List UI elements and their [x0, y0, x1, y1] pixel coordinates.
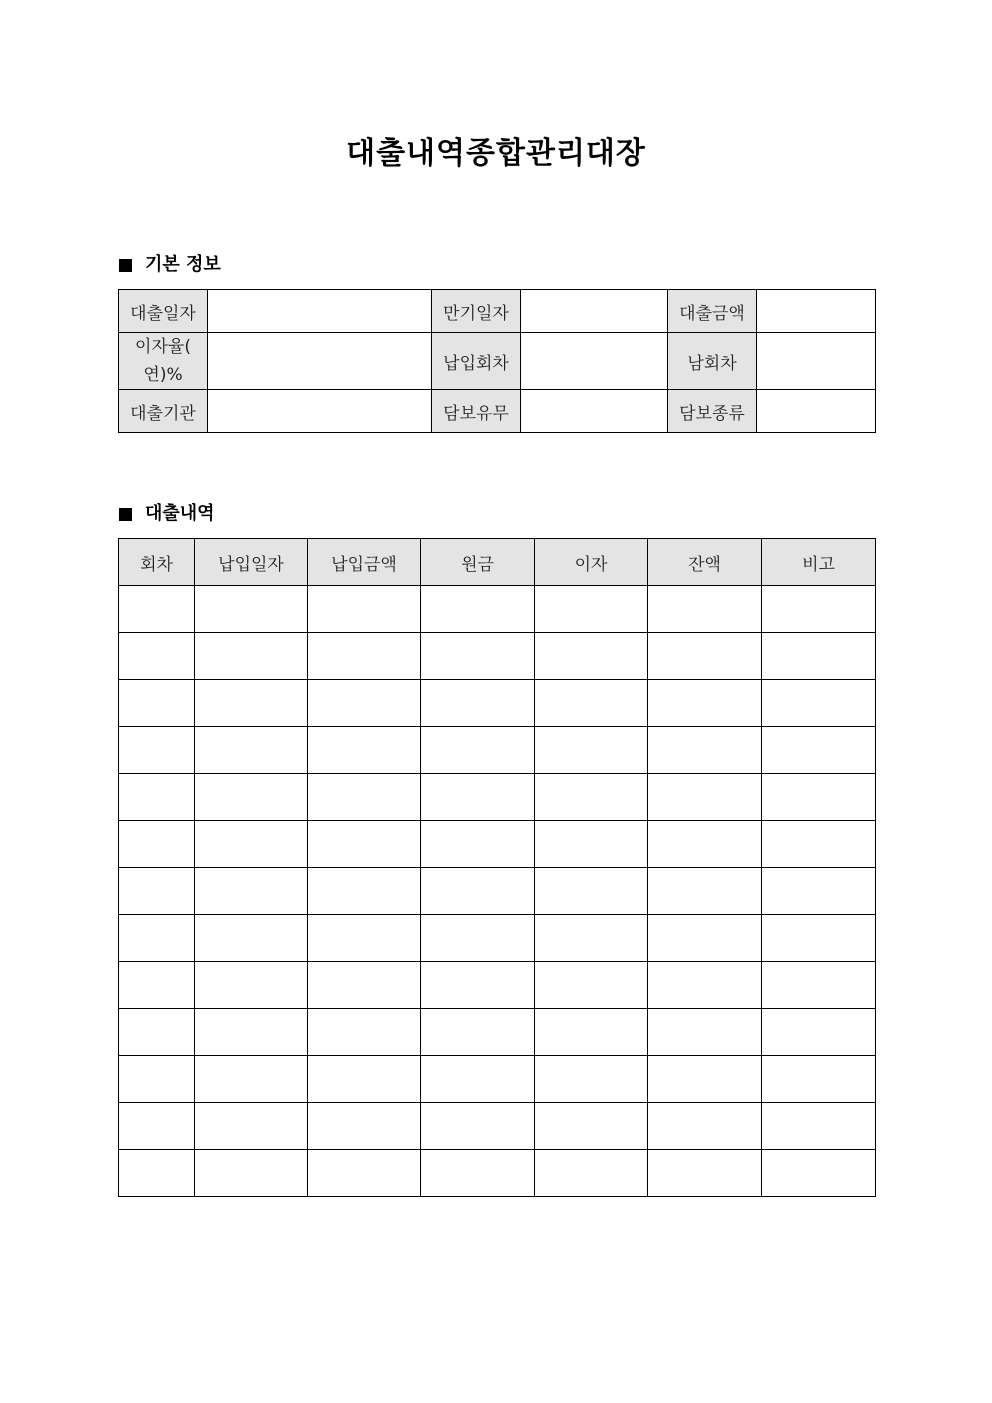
table-row	[119, 962, 876, 1009]
section-heading-loan-history	[119, 502, 215, 526]
cell-installment[interactable]	[119, 915, 195, 962]
cell-balance[interactable]	[648, 868, 762, 915]
table-row	[119, 1103, 876, 1150]
cell-interest[interactable]	[535, 1056, 648, 1103]
cell-payment-date[interactable]	[195, 1103, 308, 1150]
cell-principal[interactable]	[421, 868, 535, 915]
table-header-row	[119, 539, 876, 586]
cell-remarks[interactable]	[762, 1150, 876, 1197]
cell-remarks[interactable]	[762, 868, 876, 915]
column-header-balance: 잔액	[648, 539, 762, 586]
cell-installment[interactable]	[119, 633, 195, 680]
cell-payment-amount[interactable]	[308, 1009, 421, 1056]
column-header-payment-date: 납입일자	[195, 539, 308, 586]
cell-payment-date[interactable]	[195, 1009, 308, 1056]
cell-principal[interactable]	[421, 586, 535, 633]
square-bullet-icon	[119, 259, 132, 272]
cell-interest[interactable]	[535, 1103, 648, 1150]
cell-payment-amount[interactable]	[308, 962, 421, 1009]
table-row	[119, 1056, 876, 1103]
collateral-type-field[interactable]	[757, 390, 876, 433]
cell-remarks[interactable]	[762, 727, 876, 774]
table-row	[119, 586, 876, 633]
cell-payment-amount[interactable]	[308, 1103, 421, 1150]
cell-principal[interactable]	[421, 915, 535, 962]
cell-payment-date[interactable]	[195, 680, 308, 727]
cell-principal[interactable]	[421, 680, 535, 727]
cell-balance[interactable]	[648, 1150, 762, 1197]
cell-remarks[interactable]	[762, 774, 876, 821]
column-header-payment-amount: 납입금액	[308, 539, 421, 586]
cell-principal[interactable]	[421, 727, 535, 774]
loan-amount-field[interactable]	[757, 290, 876, 333]
collateral-status-label: 담보유무	[432, 390, 521, 433]
cell-installment[interactable]	[119, 962, 195, 1009]
basic-info-row	[119, 290, 876, 333]
cell-principal[interactable]	[421, 774, 535, 821]
cell-payment-amount[interactable]	[308, 1056, 421, 1103]
table-row	[119, 915, 876, 962]
section-heading-label: 대출내역	[145, 503, 215, 524]
cell-installment[interactable]	[119, 1009, 195, 1056]
loan-amount-label: 대출금액	[668, 290, 757, 333]
cell-payment-date[interactable]	[195, 586, 308, 633]
loan-date-field[interactable]	[208, 290, 432, 333]
remaining-installments-label: 남회차	[668, 333, 757, 390]
cell-interest[interactable]	[535, 727, 648, 774]
square-bullet-icon	[119, 508, 132, 521]
cell-payment-amount[interactable]	[308, 586, 421, 633]
cell-balance[interactable]	[648, 633, 762, 680]
table-row	[119, 868, 876, 915]
cell-balance[interactable]	[648, 1103, 762, 1150]
cell-payment-date[interactable]	[195, 727, 308, 774]
cell-balance[interactable]	[648, 915, 762, 962]
section-heading-label: 기본 정보	[145, 254, 221, 275]
interest-rate-field[interactable]	[208, 333, 432, 390]
table-row	[119, 727, 876, 774]
cell-principal[interactable]	[421, 821, 535, 868]
cell-interest[interactable]	[535, 915, 648, 962]
cell-installment[interactable]	[119, 868, 195, 915]
cell-remarks[interactable]	[762, 680, 876, 727]
cell-installment[interactable]	[119, 774, 195, 821]
loan-date-label: 대출일자	[119, 290, 208, 333]
cell-interest[interactable]	[535, 633, 648, 680]
cell-principal[interactable]	[421, 1150, 535, 1197]
column-header-interest: 이자	[535, 539, 648, 586]
section-heading-basic-info	[119, 253, 221, 277]
interest-rate-label	[119, 333, 208, 390]
cell-remarks[interactable]	[762, 1056, 876, 1103]
column-header-principal: 원금	[421, 539, 535, 586]
cell-balance[interactable]	[648, 1056, 762, 1103]
cell-remarks[interactable]	[762, 915, 876, 962]
cell-remarks[interactable]	[762, 1009, 876, 1056]
cell-payment-amount[interactable]	[308, 821, 421, 868]
cell-installment[interactable]	[119, 727, 195, 774]
cell-payment-amount[interactable]	[308, 633, 421, 680]
cell-principal[interactable]	[421, 633, 535, 680]
table-row	[119, 1009, 876, 1056]
cell-interest[interactable]	[535, 1150, 648, 1197]
column-header-installment: 회차	[119, 539, 195, 586]
cell-remarks[interactable]	[762, 962, 876, 1009]
lender-label: 대출기관	[119, 390, 208, 433]
cell-interest[interactable]	[535, 868, 648, 915]
cell-principal[interactable]	[421, 1056, 535, 1103]
cell-principal[interactable]	[421, 1103, 535, 1150]
table-row	[119, 1150, 876, 1197]
cell-balance[interactable]	[648, 1009, 762, 1056]
collateral-status-field[interactable]	[521, 390, 668, 433]
loan-history-body	[119, 586, 876, 1197]
cell-payment-date[interactable]	[195, 1056, 308, 1103]
basic-info-table	[118, 289, 876, 433]
cell-principal[interactable]	[421, 962, 535, 1009]
cell-payment-date[interactable]	[195, 774, 308, 821]
maturity-date-label: 만기일자	[432, 290, 521, 333]
collateral-type-label: 담보종류	[668, 390, 757, 433]
table-row	[119, 821, 876, 868]
cell-remarks[interactable]	[762, 633, 876, 680]
cell-interest[interactable]	[535, 1009, 648, 1056]
cell-balance[interactable]	[648, 821, 762, 868]
column-header-remarks: 비고	[762, 539, 876, 586]
cell-installment[interactable]	[119, 586, 195, 633]
cell-payment-date[interactable]	[195, 915, 308, 962]
cell-installment[interactable]	[119, 1150, 195, 1197]
cell-payment-amount[interactable]	[308, 1150, 421, 1197]
basic-info-row	[119, 333, 876, 390]
cell-remarks[interactable]	[762, 586, 876, 633]
cell-installment[interactable]	[119, 1056, 195, 1103]
interest-rate-label-line1: 이자율(	[135, 337, 191, 357]
cell-balance[interactable]	[648, 962, 762, 1009]
cell-remarks[interactable]	[762, 1103, 876, 1150]
table-row	[119, 774, 876, 821]
cell-balance[interactable]	[648, 774, 762, 821]
cell-installment[interactable]	[119, 680, 195, 727]
cell-interest[interactable]	[535, 586, 648, 633]
loan-history-table	[118, 538, 876, 1197]
cell-balance[interactable]	[648, 680, 762, 727]
cell-payment-amount[interactable]	[308, 774, 421, 821]
cell-balance[interactable]	[648, 586, 762, 633]
cell-payment-amount[interactable]	[308, 915, 421, 962]
cell-installment[interactable]	[119, 821, 195, 868]
cell-interest[interactable]	[535, 774, 648, 821]
remaining-installments-field[interactable]	[757, 333, 876, 390]
cell-installment[interactable]	[119, 1103, 195, 1150]
cell-interest[interactable]	[535, 680, 648, 727]
cell-payment-date[interactable]	[195, 868, 308, 915]
interest-rate-label-line2: 연)%	[143, 365, 183, 385]
cell-payment-date[interactable]	[195, 1150, 308, 1197]
cell-payment-date[interactable]	[195, 962, 308, 1009]
page-title: 대출내역종합관리대장	[346, 136, 646, 171]
cell-payment-date[interactable]	[195, 633, 308, 680]
cell-payment-amount[interactable]	[308, 727, 421, 774]
table-row	[119, 680, 876, 727]
cell-interest[interactable]	[535, 962, 648, 1009]
basic-info-row	[119, 390, 876, 433]
maturity-date-field[interactable]	[521, 290, 668, 333]
lender-field[interactable]	[208, 390, 432, 433]
paid-installments-field[interactable]	[521, 333, 668, 390]
cell-remarks[interactable]	[762, 821, 876, 868]
paid-installments-label: 납입회차	[432, 333, 521, 390]
cell-payment-amount[interactable]	[308, 868, 421, 915]
cell-interest[interactable]	[535, 821, 648, 868]
cell-payment-date[interactable]	[195, 821, 308, 868]
cell-principal[interactable]	[421, 1009, 535, 1056]
cell-payment-amount[interactable]	[308, 680, 421, 727]
table-row	[119, 633, 876, 680]
cell-balance[interactable]	[648, 727, 762, 774]
